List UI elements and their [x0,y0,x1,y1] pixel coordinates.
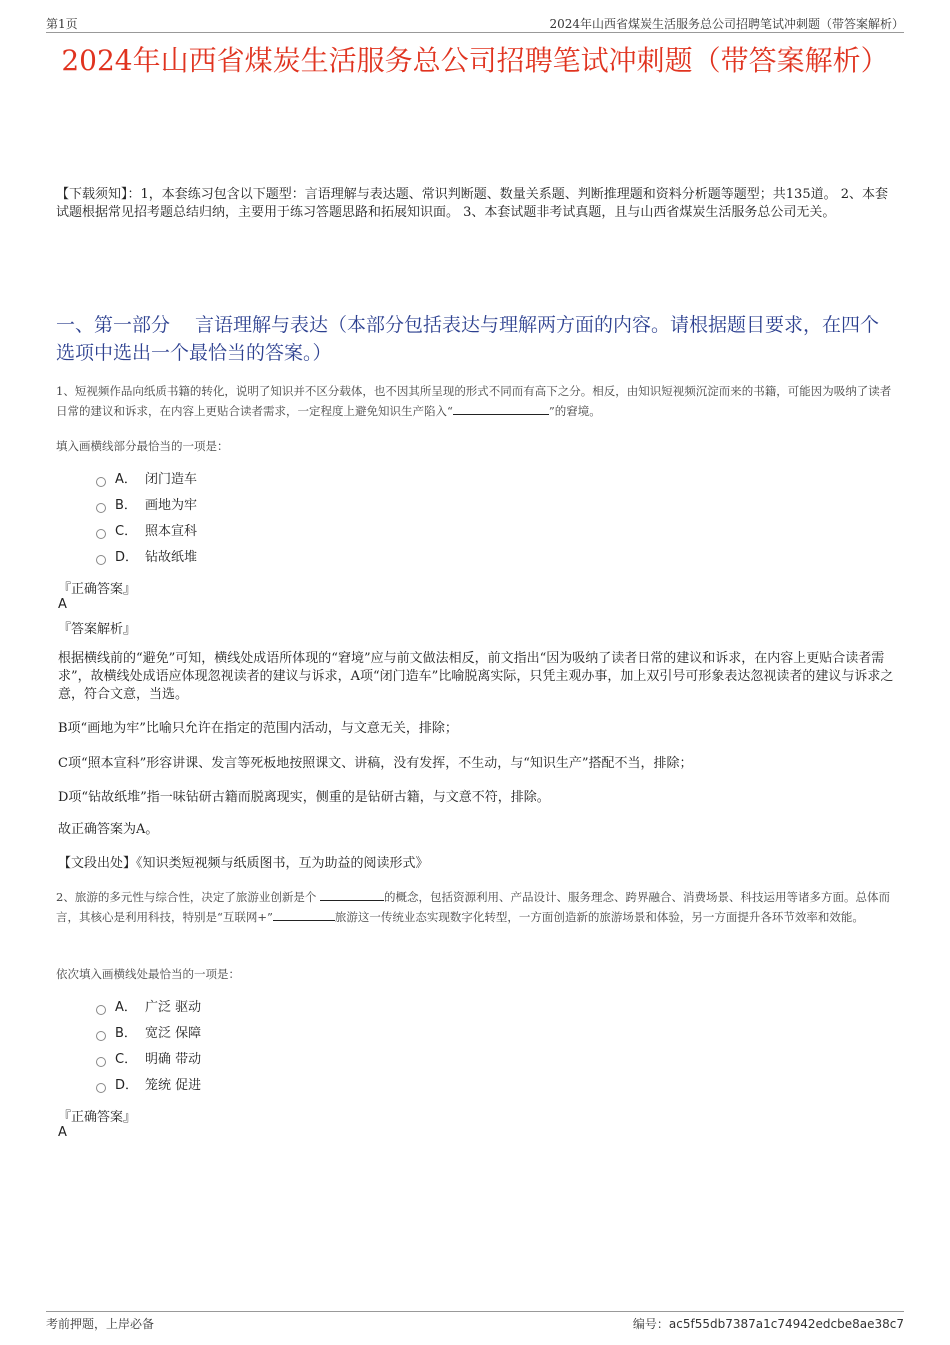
question-1-blank [453,402,549,415]
option-letter: D． [115,1078,139,1093]
question-2-prompt: 依次填入画横线处最恰当的一项是： [56,967,240,981]
question-2-blank-1 [320,888,384,901]
question-2-text-c: 旅游这一传统业态实现数字化转型，一方面创造新的旅游场景和体验，另一方面提升各环节效率和效能。 [334,910,864,924]
radio-icon[interactable] [96,529,106,539]
radio-icon[interactable] [96,1005,106,1015]
question-1-option-c[interactable] [96,519,197,545]
question-1-analysis-3: C项“照本宣科”形容讲课、发言等死板地按照课文、讲稿，没有发挥，不生动，与“知识生产”搭配不当，排除； [58,756,693,771]
question-1-source: 【文段出处】《知识类短视频与纸质图书，互为助益的阅读形式》 [58,856,429,871]
option-text: 明确 带动 [145,1052,202,1067]
option-letter: B． [115,498,137,513]
question-1-option-b[interactable] [96,493,197,519]
footer-code-value: ac5f55db7387a1c74942edcbe8ae38c7 [668,1317,904,1331]
question-1-analysis-4: D项“钻故纸堆”指一味钻研古籍而脱离现实，侧重的是钻研古籍，与文意不符，排除。 [58,790,550,805]
page-header [46,12,904,33]
radio-icon[interactable] [96,503,106,513]
option-letter: A． [115,472,137,487]
question-1-option-d[interactable] [96,545,197,571]
radio-icon[interactable] [96,1057,106,1067]
footer-code-label: 编号： [632,1317,669,1331]
question-1-analysis-5: 故正确答案为A。 [58,822,159,837]
question-1-analysis-2: B项“画地为牢”比喻只允许在指定的范围内活动，与文意无关，排除； [58,721,458,736]
option-text: 照本宣科 [145,524,198,539]
question-1-prompt: 填入画横线部分最恰当的一项是： [56,439,229,453]
question-2-text [56,887,898,927]
option-letter: A． [115,1000,137,1015]
question-1-text-before: 1、短视频作品向纸质书籍的转化，说明了知识并不区分载体，也不因其所呈现的形式不同而有高下之分。相反，由知识短视频沉淀而来的书籍，可能因为吸纳了读者日常的建议和诉求，在内容上更贴合读者需求，一定程度上避免知识生产陷入“ [56,384,892,418]
option-text: 广泛 驱动 [145,1000,202,1015]
question-1-analysis-1: 根据横线前的“避免”可知，横线处成语所体现的“窘境”应与前文做法相反，前文指出“因为吸纳了读者日常的建议和诉求，在内容上更贴合读者需求”，故横线处成语应体现忽视读者的建议与诉求，A项“闭门造车”比喻脱离实际，只凭主观办事，加上双引号可形象表达忽视读者的建议与诉求之意，符合文意，当选。 [58,651,894,702]
radio-icon[interactable] [96,555,106,565]
option-letter: B． [115,1026,137,1041]
question-2-option-c[interactable] [96,1047,201,1073]
download-notice: 【下载须知】：1，本套练习包含以下题型：言语理解与表达题、常识判断题、数量关系题、判断推理题和资料分析题等题型；共135道。 2、本套试题根据常见招考题总结归纳，主要用于练习答题思路和拓展知识面。 3、本套试题非考试真题，且与山西省煤炭生活服务总公司无关。 [56,187,888,220]
question-2-text-b: 的概念，包括资源利用、产品设计、服务理念、跨界融合、消费场景、科技运用等诸多方面。总体而言，其核心是利用科技，特别是“互联网+” [56,890,890,924]
question-1-text-after: ”的窘境。 [548,404,601,418]
question-2-options [96,995,201,1099]
option-text: 钻故纸堆 [145,550,198,565]
header-doc-name: 2024年山西省煤炭生活服务总公司招聘笔试冲刺题（带答案解析） [549,17,904,31]
footer-code [633,1315,904,1332]
radio-icon[interactable] [96,477,106,487]
page-footer [46,1311,904,1334]
option-text: 笼统 促进 [145,1078,202,1093]
question-1-text [56,381,898,421]
section-heading: 一、第一部分 言语理解与表达（本部分包括表达与理解两方面的内容。请根据题目要求，在四个选项中选出一个最恰当的答案。） [56,314,880,364]
question-1-analysis-label: 『答案解析』 [58,622,137,637]
question-1-answer-label: 『正确答案』 [58,582,137,597]
document-title: 2024年山西省煤炭生活服务总公司招聘笔试冲刺题（带答案解析） [61,44,889,77]
question-2-option-a[interactable] [96,995,201,1021]
option-letter: C． [115,1052,138,1067]
radio-icon[interactable] [96,1031,106,1041]
option-letter: C． [115,524,138,539]
option-text: 宽泛 保障 [145,1026,202,1041]
page-number: 第1页 [46,17,78,31]
question-1-answer: A [58,597,67,612]
question-2-blank-2 [273,908,335,921]
option-text: 画地为牢 [145,498,198,513]
option-letter: D． [115,550,139,565]
question-2-text-a: 2、旅游的多元性与综合性，决定了旅游业创新是个 [56,890,320,904]
option-text: 闭门造车 [145,472,198,487]
question-1-options [96,467,197,571]
question-2-answer-label: 『正确答案』 [58,1110,137,1125]
question-2-answer: A [58,1125,67,1140]
question-1-option-a[interactable] [96,467,197,493]
question-2-option-b[interactable] [96,1021,201,1047]
question-2-option-d[interactable] [96,1073,201,1099]
radio-icon[interactable] [96,1083,106,1093]
footer-slogan: 考前押题，上岸必备 [46,1317,155,1331]
